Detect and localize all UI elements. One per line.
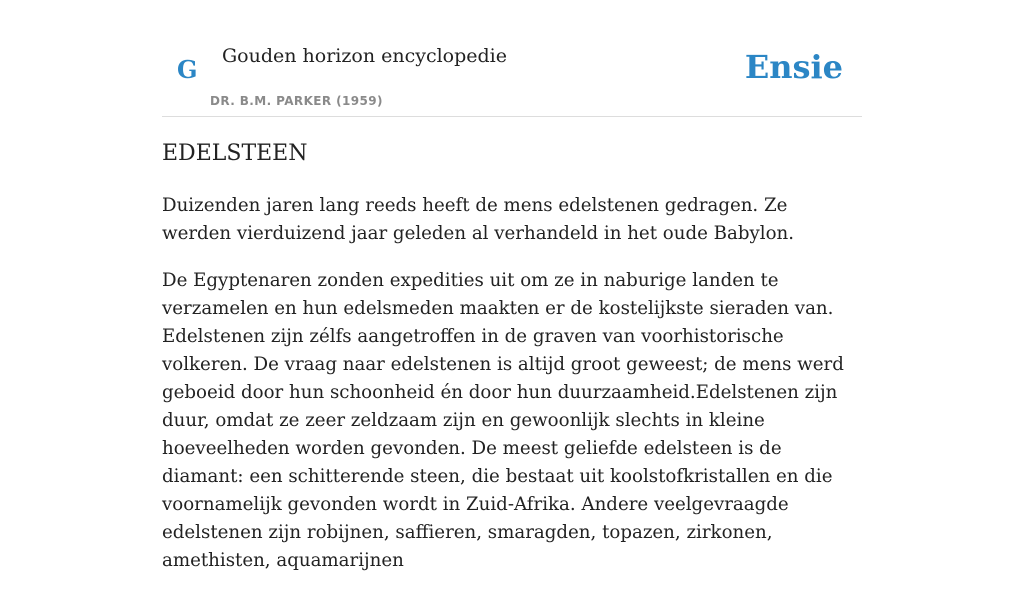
entry-title: EDELSTEEN (162, 141, 308, 166)
entry-paragraph: De Egyptenaren zonden expedities uit om ze in naburige landen te verzamelen en hun edelsmeden maakten er de kostelijkste sieraden van. Edelstenen zijn zélfs aangetroffen in de graven van voorhistorische volkeren. De vraag naar edelstenen is altijd groot geweest; de mens werd geboeid door hun schoonheid én door hun duurzaamheid.Edelstenen zijn duur, omdat ze zeer zeldzaam zijn en gewoonlijk slechts in kleine hoeveelheden worden gevonden. De meest geliefde edelsteen is de diamant: een schitterende steen, die bestaat uit koolstofkristallen en die voornamelijk gevonden wordt in Zuid-Afrika. Andere veelgevraagde edelstenen zijn robijnen, saffieren, smaragden, topazen, zirkonen, amethisten, aquamarijnen (162, 270, 844, 571)
ensie-brand-link[interactable]: Ensie (744, 48, 843, 86)
page (162, 0, 862, 571)
entry-content (162, 192, 862, 594)
book-logo-icon[interactable]: G (177, 55, 198, 84)
book-title-link[interactable]: Gouden horizon encyclopedie (222, 45, 507, 67)
entry-paragraph: Duizenden jaren lang reeds heeft de mens edelstenen gedragen. Ze werden vierduizend jaar geleden al verhandeld in het oude Babylon. (162, 195, 795, 244)
book-author: DR. B.M. PARKER (1959) (210, 94, 383, 108)
book-header (162, 0, 862, 117)
